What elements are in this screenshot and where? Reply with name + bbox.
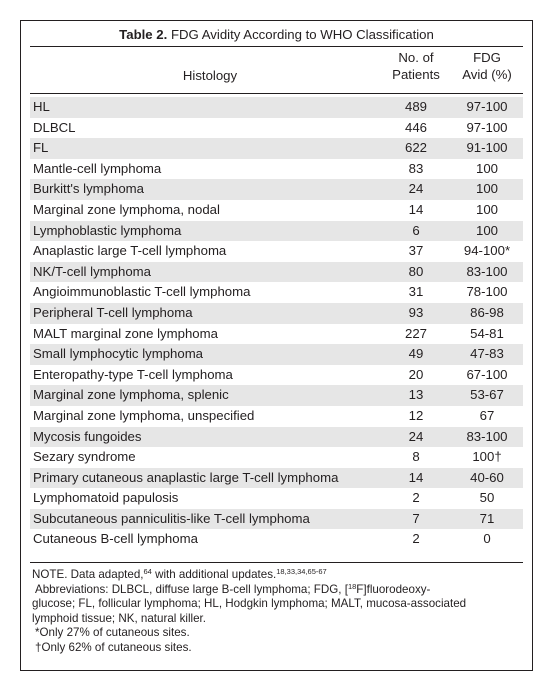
cell-histology: Enteropathy-type T-cell lymphoma [33, 366, 233, 382]
table-label: Table 2. [119, 27, 168, 42]
table-title-text: FDG Avidity According to WHO Classification [170, 27, 434, 42]
cell-histology: DLBCL [33, 119, 76, 135]
cell-fdg-avid: 100† [472, 449, 502, 465]
cell-histology: Mycosis fungoides [33, 428, 142, 444]
header-histology: Histology [182, 68, 238, 83]
header-fdg-line1: FDG [473, 50, 501, 65]
table-row [30, 529, 523, 550]
cell-patients: 2 [412, 531, 420, 547]
cell-patients: 31 [408, 284, 424, 300]
cell-fdg-avid: 83-100 [466, 263, 508, 279]
cell-patients: 83 [408, 160, 424, 176]
cell-patients: 49 [408, 346, 424, 362]
cell-patients: 12 [408, 407, 424, 423]
cell-fdg-avid: 40-60 [470, 469, 504, 485]
cell-patients: 6 [412, 222, 420, 238]
table-row [30, 159, 523, 180]
cell-histology: Lymphoblastic lymphoma [33, 222, 182, 238]
cell-fdg-avid: 97-100 [466, 119, 508, 135]
header-fdg-line2: Avid (%) [462, 67, 512, 82]
cell-patients: 489 [404, 99, 427, 114]
cell-fdg-avid: 47-83 [470, 346, 504, 362]
cell-patients: 7 [412, 510, 420, 526]
table-title [21, 27, 532, 42]
table-row [30, 324, 523, 345]
cell-fdg-avid: 100 [475, 160, 498, 176]
cell-patients: 8 [412, 449, 420, 465]
cell-histology: Small lymphocytic lymphoma [33, 346, 204, 362]
cell-histology: Marginal zone lymphoma, splenic [33, 387, 229, 403]
cell-histology: Marginal zone lymphoma, unspecified [33, 407, 255, 423]
table-row [30, 385, 523, 406]
header-patients-line2: Patients [392, 67, 440, 82]
cell-histology: Mantle-cell lymphoma [33, 160, 162, 176]
cell-histology: Burkitt's lymphoma [33, 181, 144, 197]
cell-histology: Angioimmunoblastic T-cell lymphoma [33, 284, 251, 300]
cell-fdg-avid: 67-100 [466, 366, 508, 382]
cell-histology: FL [33, 140, 49, 156]
cell-fdg-avid: 67 [479, 407, 495, 423]
cell-fdg-avid: 83-100 [466, 428, 508, 444]
cell-histology: NK/T-cell lymphoma [33, 263, 151, 279]
table-frame [20, 20, 533, 671]
cell-patients: 37 [408, 243, 424, 259]
table-row [30, 221, 523, 242]
cell-histology: Subcutaneous panniculitis-like T-cell lymphoma [33, 510, 310, 526]
cell-fdg-avid: 50 [479, 490, 495, 506]
table-row [30, 303, 523, 324]
cell-patients: 13 [408, 387, 424, 403]
cell-patients: 622 [404, 140, 427, 156]
footnote-dagger: †Only 62% of cutaneous sites. [35, 640, 192, 654]
cell-fdg-avid: 91-100 [466, 140, 508, 156]
cell-histology: MALT marginal zone lymphoma [33, 325, 218, 341]
table-row [30, 488, 523, 509]
title-rule [30, 46, 523, 47]
table-row [30, 200, 523, 221]
cell-fdg-avid: 71 [479, 510, 495, 526]
cell-histology: Cutaneous B-cell lymphoma [33, 531, 198, 547]
cell-patients: 24 [408, 181, 424, 197]
cell-patients: 24 [408, 428, 424, 444]
cell-patients: 227 [404, 325, 427, 341]
abbreviations-line-3: lymphoid tissue; NK, natural killer. [32, 611, 206, 625]
table-row [30, 118, 523, 139]
abbreviations-line: Abbreviations: DLBCL, diffuse large B-cell lymphoma; FDG, [$^{18}$F]fluorodeoxy- [35, 581, 431, 596]
header-patients [381, 49, 451, 83]
table-row [30, 282, 523, 303]
cell-fdg-avid: 78-100 [466, 284, 508, 300]
table-row [30, 447, 523, 468]
cell-histology: Lymphomatoid papulosis [33, 490, 179, 506]
cell-patients: 2 [412, 490, 420, 506]
cell-fdg-avid: 100 [475, 201, 498, 217]
table-body [30, 97, 523, 550]
table-row [30, 262, 523, 283]
cell-fdg-avid: 54-81 [470, 325, 504, 341]
cell-patients: 80 [408, 263, 424, 279]
cell-patients: 446 [404, 119, 427, 135]
table-row [30, 365, 523, 386]
table-row [30, 427, 523, 448]
header-patients-line1: No. of [398, 50, 434, 65]
cell-patients: 20 [408, 366, 424, 382]
abbreviations-line-2: glucose; FL, follicular lymphoma; HL, Hodgkin lymphoma; MALT, mucosa-associated [32, 597, 467, 611]
cell-fdg-avid: 94-100* [463, 243, 511, 259]
cell-histology: Primary cutaneous anaplastic large T-cell lymphoma [33, 469, 339, 485]
table-row [30, 468, 523, 489]
cell-histology: Peripheral T-cell lymphoma [33, 304, 193, 320]
table-row [30, 241, 523, 262]
cell-fdg-avid: 97-100 [466, 99, 508, 114]
table-notes [32, 568, 523, 656]
table-row [30, 406, 523, 427]
note-line: NOTE. Data adapted,$^{64}$ with additional updates.$^{18,33,34,65-67}$ [32, 567, 327, 581]
header-fdg [451, 49, 523, 83]
table-row [30, 179, 523, 200]
cell-histology: Sezary syndrome [33, 449, 136, 465]
cell-fdg-avid: 100 [475, 222, 498, 238]
header-rule [30, 93, 523, 94]
bottom-rule [30, 562, 523, 563]
cell-histology: Anaplastic large T-cell lymphoma [33, 243, 227, 259]
cell-histology: HL [33, 99, 50, 114]
table-row [30, 344, 523, 365]
cell-histology: Marginal zone lymphoma, nodal [33, 201, 220, 217]
cell-patients: 14 [408, 469, 424, 485]
cell-fdg-avid: 100 [475, 181, 498, 197]
cell-fdg-avid: 0 [483, 531, 491, 547]
cell-patients: 93 [408, 304, 424, 320]
cell-fdg-avid: 53-67 [470, 387, 504, 403]
cell-patients: 14 [408, 201, 424, 217]
table-row [30, 97, 523, 118]
cell-fdg-avid: 86-98 [470, 304, 504, 320]
table-row [30, 138, 523, 159]
table-row [30, 509, 523, 530]
footnote-star: *Only 27% of cutaneous sites. [35, 626, 190, 640]
